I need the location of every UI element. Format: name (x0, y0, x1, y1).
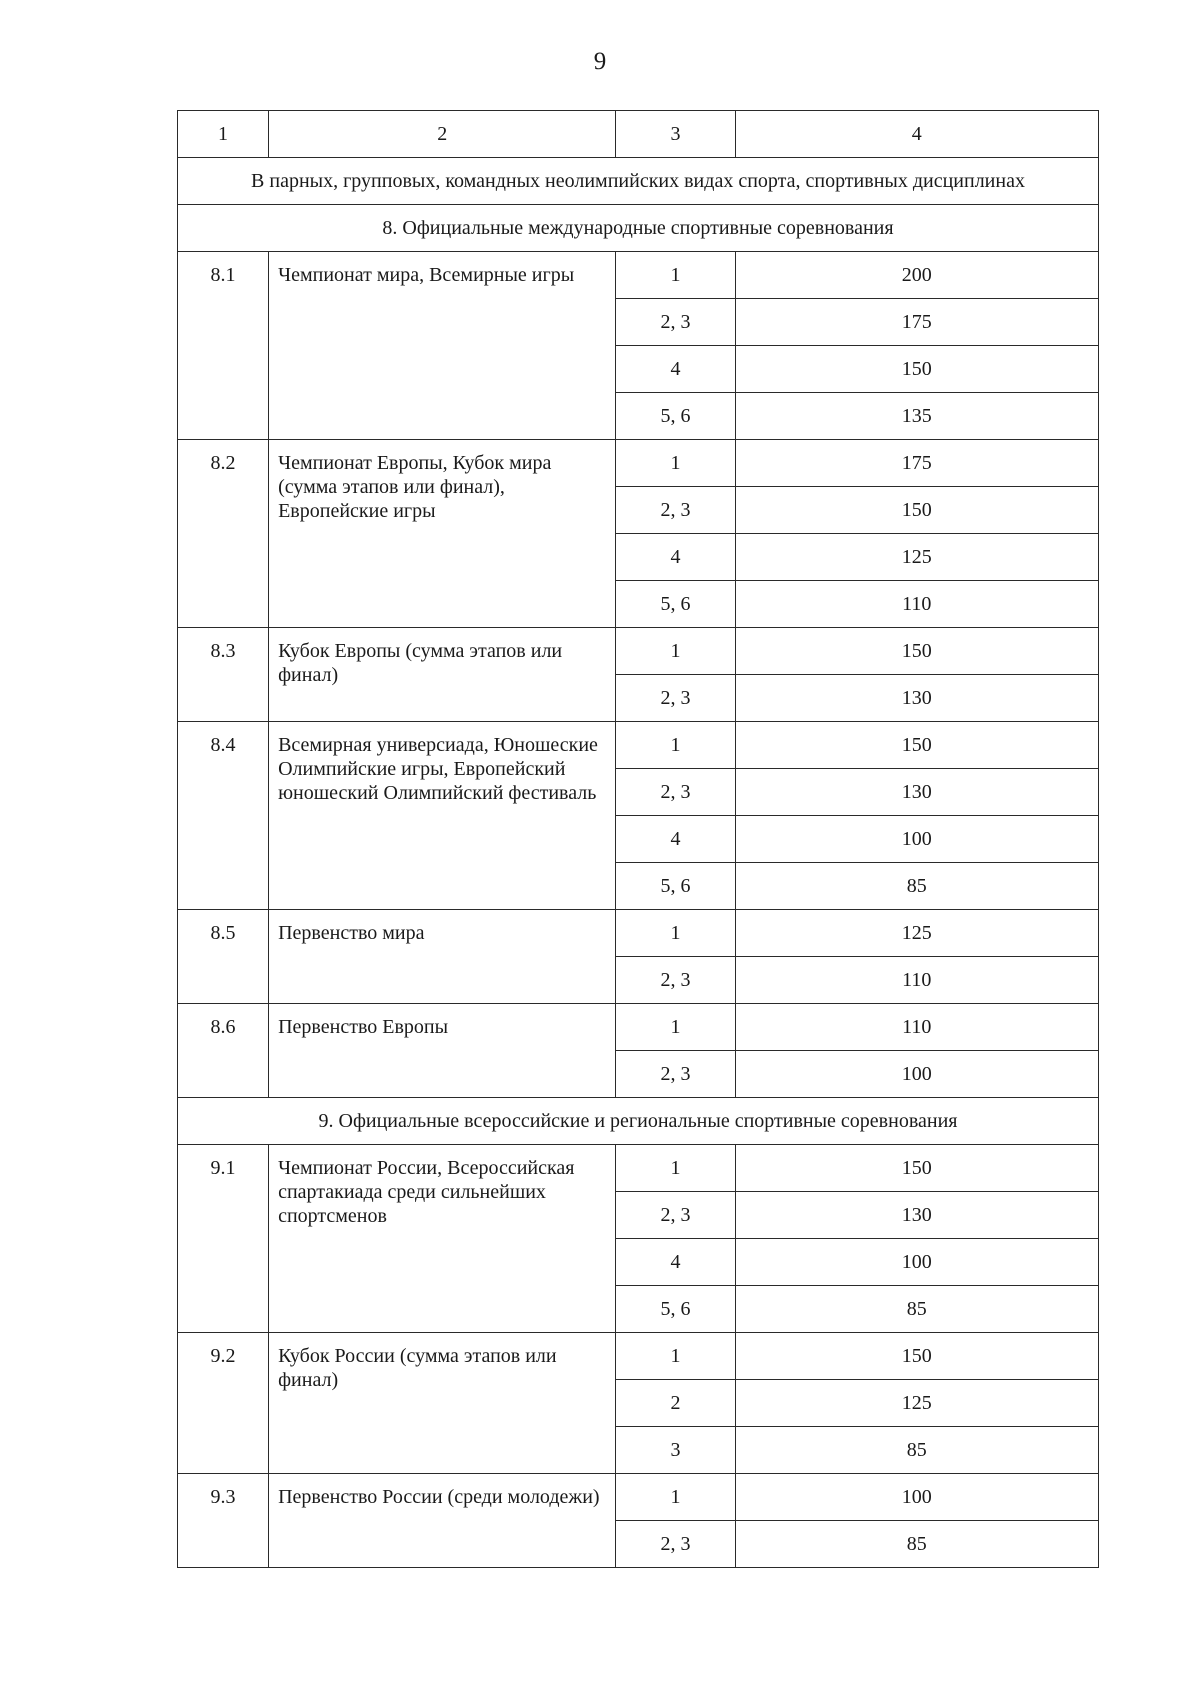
points-cell: 100 (735, 1051, 1098, 1098)
points-cell: 100 (735, 1474, 1098, 1521)
item-number: 8.3 (178, 628, 269, 722)
place-cell: 4 (616, 816, 735, 863)
place-cell: 1 (616, 628, 735, 675)
item-number: 8.5 (178, 910, 269, 1004)
points-cell: 175 (735, 440, 1098, 487)
table-body (178, 111, 1099, 1568)
page-number: 9 (593, 48, 607, 75)
points-cell: 125 (735, 1380, 1098, 1427)
points-cell: 110 (735, 957, 1098, 1004)
place-cell: 1 (616, 440, 735, 487)
competition-name: Чемпионат мира, Всемирные игры (269, 252, 616, 440)
item-number: 9.1 (178, 1145, 269, 1333)
header-row (178, 111, 1099, 158)
points-cell: 110 (735, 581, 1098, 628)
place-cell: 5, 6 (616, 393, 735, 440)
place-cell: 1 (616, 1333, 735, 1380)
place-cell: 5, 6 (616, 581, 735, 628)
place-cell: 1 (616, 1145, 735, 1192)
points-cell: 85 (735, 1427, 1098, 1474)
place-cell: 1 (616, 252, 735, 299)
points-cell: 175 (735, 299, 1098, 346)
column-number-4: 4 (735, 111, 1098, 158)
points-cell: 85 (735, 863, 1098, 910)
points-cell: 100 (735, 1239, 1098, 1286)
table-row (178, 1145, 1099, 1192)
points-table (177, 110, 1099, 1568)
place-cell: 2, 3 (616, 675, 735, 722)
item-number: 9.3 (178, 1474, 269, 1568)
points-cell: 110 (735, 1004, 1098, 1051)
place-cell: 2 (616, 1380, 735, 1427)
place-cell: 2, 3 (616, 1192, 735, 1239)
place-cell: 4 (616, 1239, 735, 1286)
points-cell: 150 (735, 487, 1098, 534)
place-cell: 2, 3 (616, 1521, 735, 1568)
place-cell: 1 (616, 1004, 735, 1051)
points-cell: 150 (735, 722, 1098, 769)
place-cell: 2, 3 (616, 487, 735, 534)
item-number: 8.4 (178, 722, 269, 910)
competition-name: Первенство мира (269, 910, 616, 1004)
place-cell: 5, 6 (616, 1286, 735, 1333)
place-cell: 3 (616, 1427, 735, 1474)
table-row (178, 722, 1099, 769)
place-cell: 2, 3 (616, 769, 735, 816)
competition-name: Всемирная универсиада, Юношеские Олимпийские игры, Европейский юношеский Олимпийский фестиваль (269, 722, 616, 910)
section-title-row (178, 205, 1099, 252)
points-cell: 200 (735, 252, 1098, 299)
place-cell: 4 (616, 346, 735, 393)
competition-name: Первенство Европы (269, 1004, 616, 1098)
place-cell: 1 (616, 722, 735, 769)
section-title: 9. Официальные всероссийские и региональные спортивные соревнования (178, 1098, 1099, 1145)
competition-name: Кубок России (сумма этапов или финал) (269, 1333, 616, 1474)
points-cell: 100 (735, 816, 1098, 863)
place-cell: 4 (616, 534, 735, 581)
points-cell: 85 (735, 1521, 1098, 1568)
competition-name: Первенство России (среди молодежи) (269, 1474, 616, 1568)
points-cell: 130 (735, 769, 1098, 816)
place-cell: 1 (616, 1474, 735, 1521)
table-row (178, 1333, 1099, 1380)
column-number-1: 1 (178, 111, 269, 158)
item-number: 9.2 (178, 1333, 269, 1474)
place-cell: 2, 3 (616, 299, 735, 346)
column-number-3: 3 (616, 111, 735, 158)
table-row (178, 910, 1099, 957)
points-cell: 150 (735, 1333, 1098, 1380)
table-row (178, 440, 1099, 487)
place-cell: 2, 3 (616, 1051, 735, 1098)
points-cell: 150 (735, 1145, 1098, 1192)
place-cell: 1 (616, 910, 735, 957)
column-number-2: 2 (269, 111, 616, 158)
item-number: 8.2 (178, 440, 269, 628)
table-row (178, 628, 1099, 675)
section-title: 8. Официальные международные спортивные соревнования (178, 205, 1099, 252)
points-cell: 125 (735, 910, 1098, 957)
points-cell: 130 (735, 1192, 1098, 1239)
table-row (178, 1474, 1099, 1521)
group-title-row (178, 158, 1099, 205)
section-title-row (178, 1098, 1099, 1145)
table-row (178, 1004, 1099, 1051)
points-cell: 130 (735, 675, 1098, 722)
competition-name: Кубок Европы (сумма этапов или финал) (269, 628, 616, 722)
group-title: В парных, групповых, командных неолимпийских видах спорта, спортивных дисциплинах (178, 158, 1099, 205)
points-cell: 85 (735, 1286, 1098, 1333)
item-number: 8.1 (178, 252, 269, 440)
points-cell: 150 (735, 628, 1098, 675)
place-cell: 5, 6 (616, 863, 735, 910)
competition-name: Чемпионат России, Всероссийская спартакиада среди сильнейших спортсменов (269, 1145, 616, 1333)
points-cell: 150 (735, 346, 1098, 393)
competition-name: Чемпионат Европы, Кубок мира (сумма этапов или финал), Европейские игры (269, 440, 616, 628)
points-cell: 135 (735, 393, 1098, 440)
place-cell: 2, 3 (616, 957, 735, 1004)
points-cell: 125 (735, 534, 1098, 581)
table-row (178, 252, 1099, 299)
item-number: 8.6 (178, 1004, 269, 1098)
